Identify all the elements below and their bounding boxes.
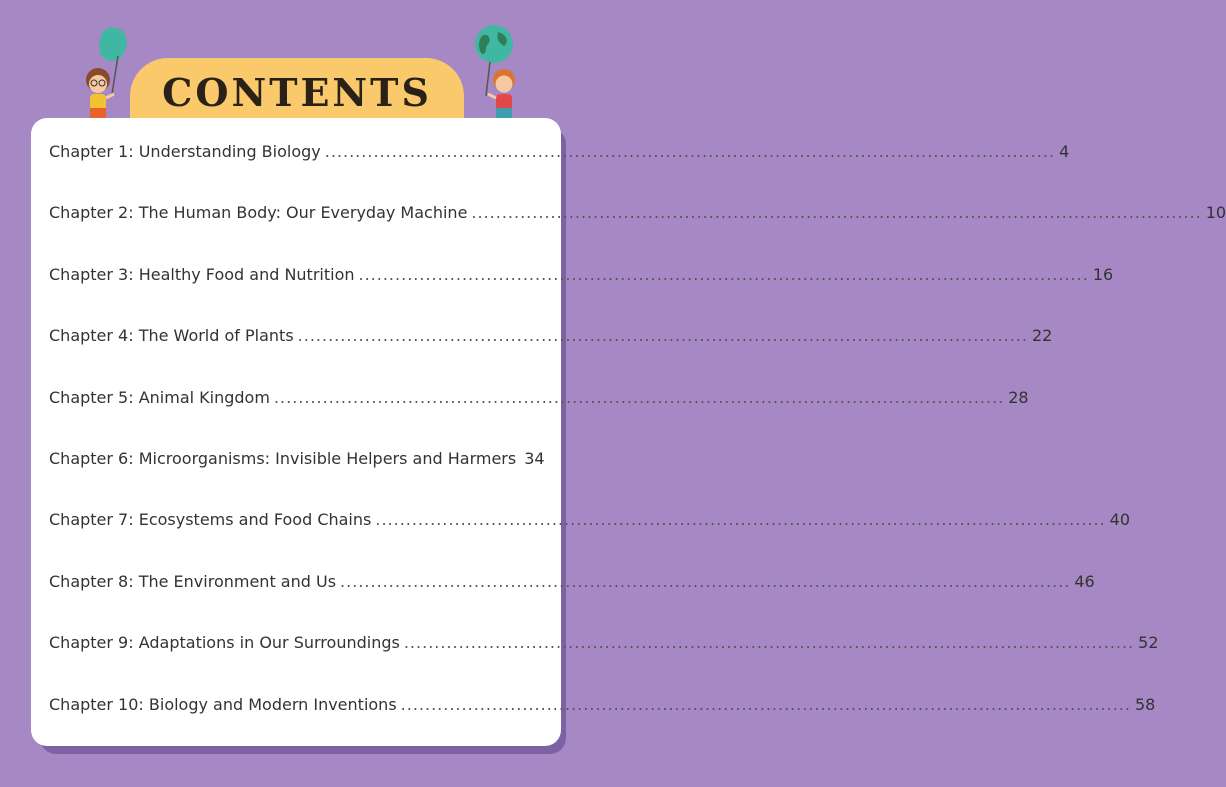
chapter-title: Chapter 2: The Human Body: Our Everyday Machine <box>49 203 468 223</box>
toc-entry <box>49 203 1226 264</box>
chapter-title: Chapter 4: The World of Plants <box>49 326 294 346</box>
dot-leader: ........................................................................................................................ <box>375 510 1106 530</box>
chapter-title: Chapter 3: Healthy Food and Nutrition <box>49 264 355 284</box>
page-number: 52 <box>1138 633 1159 653</box>
chapter-title: Chapter 10: Biology and Modern Inventions <box>49 694 397 714</box>
dot-leader: ........................................................................................................................ <box>471 203 1202 223</box>
toc-entry <box>49 510 1131 571</box>
page-number: 40 <box>1109 510 1131 530</box>
page-number: 46 <box>1074 571 1095 591</box>
toc-entry <box>49 387 1029 449</box>
toc-entry <box>49 633 1159 694</box>
chapter-title: Chapter 7: Ecosystems and Food Chains <box>49 510 372 530</box>
page-number: 58 <box>1134 694 1156 714</box>
toc-entry <box>49 694 1156 756</box>
dot-leader: ........................................................................................................................ <box>324 142 1056 161</box>
dot-leader: ........................................................................................................................ <box>403 633 1135 653</box>
page-title: CONTENTS <box>162 70 432 115</box>
toc-entry <box>49 142 1070 203</box>
chapter-title: Chapter 5: Animal Kingdom <box>49 387 270 407</box>
page-number: 22 <box>1031 326 1053 346</box>
page-number: 4 <box>1059 142 1070 161</box>
leaf-icon <box>99 28 126 61</box>
dot-leader: ........................................................................................................................ <box>340 571 1071 591</box>
chapter-title: Chapter 8: The Environment and Us <box>49 571 337 591</box>
page-number: 34 <box>524 448 545 468</box>
dot-leader: ........................................................................................................................ <box>297 326 1028 346</box>
chapter-title: Chapter 1: Understanding Biology <box>49 142 321 161</box>
dot-leader: ........................................................................................................................ <box>400 694 1131 714</box>
chapter-title: Chapter 9: Adaptations in Our Surroundings <box>49 633 400 653</box>
toc-entry <box>49 571 1095 633</box>
dot-leader: ........................................................................................................................ <box>273 387 1005 407</box>
chapter-title: Chapter 6: Microorganisms: Invisible Helpers and Harmers <box>49 448 517 468</box>
page-number: 28 <box>1008 387 1029 407</box>
dot-leader: ........................................................................................................................ <box>358 264 1089 284</box>
table-of-contents <box>49 142 1226 756</box>
toc-entry <box>49 264 1114 326</box>
page-number: 10 <box>1205 203 1226 223</box>
page-number: 16 <box>1092 264 1114 284</box>
toc-entry <box>49 448 545 510</box>
toc-entry <box>49 326 1053 387</box>
